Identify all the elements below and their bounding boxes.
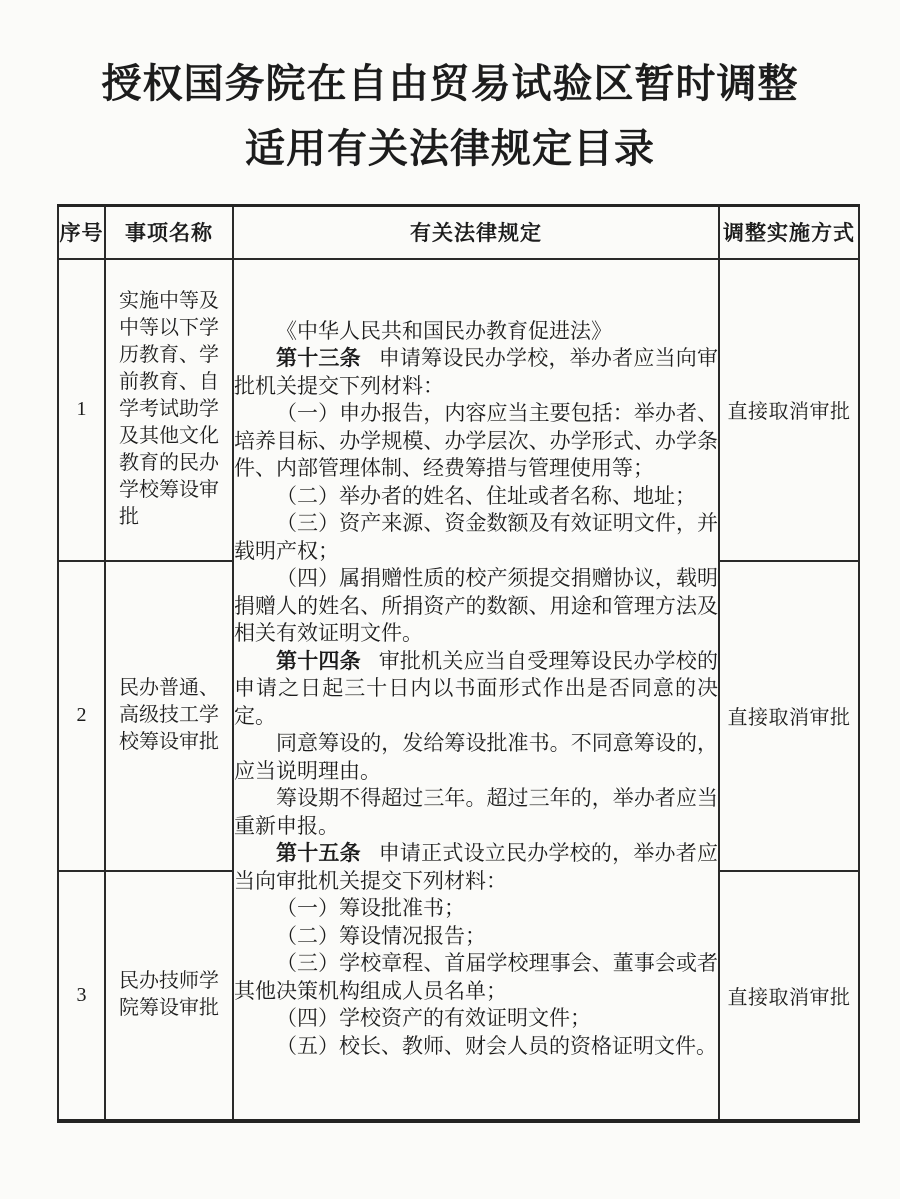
header-serial-number: 序号 <box>58 206 105 259</box>
legal-provisions-cell <box>233 259 719 1121</box>
law-paragraph: （三）资产来源、资金数额及有效证明文件，并载明产权； <box>234 511 718 563</box>
law-paragraph: 第十四条 审批机关应当自受理筹设民办学校的申请之日起三十日内以书面形式作出是否同意的决定。 <box>234 648 718 728</box>
title-line-1: 授权国务院在自由贸易试验区暂时调整 <box>101 61 799 106</box>
item-name-cell-1 <box>105 259 233 561</box>
header-item-name: 事项名称 <box>105 206 233 259</box>
law-paragraph: （一）筹设批准书； <box>276 896 465 921</box>
serial-number-2: 2 <box>58 561 105 871</box>
item-name-3: 民办技师学院筹设审批 <box>119 970 219 1019</box>
law-paragraph: （三）学校章程、首届学校理事会、董事会或者其他决策机构组成人员名单； <box>234 951 718 1003</box>
header-legal-provisions: 有关法律规定 <box>233 206 719 259</box>
law-paragraph: （五）校长、教师、财会人员的资格证明文件。 <box>276 1033 717 1058</box>
law-paragraph: 同意筹设的，发给筹设批准书。不同意筹设的，应当说明理由。 <box>234 731 718 783</box>
item-name-cell-3 <box>105 871 233 1121</box>
item-name-1: 实施中等及中等以下学历教育、学前教育、自学考试助学及其他文化教育的民办学校筹设审批 <box>119 290 219 528</box>
law-paragraph: （四）学校资产的有效证明文件； <box>276 1006 591 1031</box>
law-article-term: 第十四条 <box>276 649 361 673</box>
law-paragraph: （二）举办者的姓名、住址或者名称、地址； <box>276 483 696 508</box>
adjustment-method-1: 直接取消审批 <box>719 259 859 561</box>
header-row <box>58 206 859 259</box>
table-row-1 <box>58 259 859 561</box>
header-adjustment-method: 调整实施方式 <box>719 206 859 259</box>
law-paragraph: （四）属捐赠性质的校产须提交捐赠协议，载明捐赠人的姓名、所捐资产的数额、用途和管理方法及相关有效证明文件。 <box>234 566 718 646</box>
law-paragraph: （二）筹设情况报告； <box>276 923 486 948</box>
law-title-paragraph: 《中华人民共和国民办教育促进法》 <box>276 318 612 343</box>
serial-number-1: 1 <box>58 259 105 561</box>
item-name-2: 民办普通、高级技工学校筹设审批 <box>119 677 219 753</box>
adjustment-method-3: 直接取消审批 <box>719 871 859 1121</box>
item-name-cell-2 <box>105 561 233 871</box>
law-article-term: 第十五条 <box>276 842 361 866</box>
catalog-table <box>57 204 860 1123</box>
legal-provisions-text <box>234 318 718 1061</box>
adjustment-method-2: 直接取消审批 <box>719 561 859 871</box>
law-article-term: 第十三条 <box>276 347 361 371</box>
law-paragraph: （一）申办报告，内容应当主要包括：举办者、培养目标、办学规模、办学层次、办学形式、办学条件、内部管理体制、经费筹措与管理使用等； <box>234 401 718 481</box>
law-paragraph: 第十三条 申请筹设民办学校，举办者应当向审批机关提交下列材料： <box>234 346 718 398</box>
document-title <box>0 0 900 169</box>
law-paragraph: 筹设期不得超过三年。超过三年的，举办者应当重新申报。 <box>234 786 718 838</box>
title-line-2: 适用有关法律规定目录 <box>245 126 655 171</box>
serial-number-3: 3 <box>58 871 105 1121</box>
law-paragraph: 第十五条 申请正式设立民办学校的，举办者应当向审批机关提交下列材料： <box>234 841 718 893</box>
